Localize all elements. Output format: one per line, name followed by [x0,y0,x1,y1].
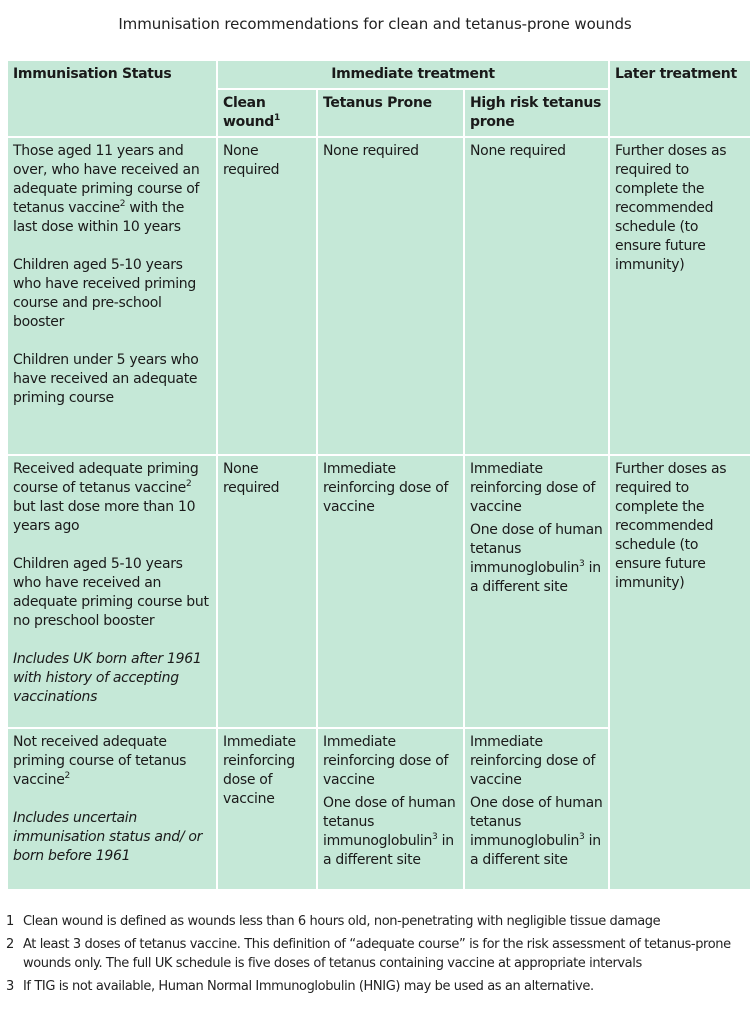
later-treatment-cell: Further doses as required to complete the recommended schedule (to ensure future immunity) [609,455,750,890]
table-row [7,455,750,728]
header-tetanus-prone: Tetanus Prone [317,89,464,137]
high-risk-cell: Immediate reinforcing dose of vaccine One dose of human tetanus immunoglobulin$^3$ in a different site [464,728,609,890]
high-risk-cell: None required [464,137,609,455]
page-title: Immunisation recommendations for clean and tetanus-prone wounds [118,15,632,33]
later-treatment-cell: Further doses as required to complete the recommended schedule (to ensure future immunity) [609,137,750,455]
header-clean-wound: Clean wound$^1$ [217,89,317,137]
tetanus-prone-cell: None required [317,137,464,455]
tetanus-prone-cell: Immediate reinforcing dose of vaccine One dose of human tetanus immunoglobulin$^3$ in a different site [317,728,464,890]
header-high-risk: High risk tetanus prone [464,89,609,137]
header-immunisation-status: Immunisation Status [7,60,217,137]
footnote-ref: 1 [274,113,280,123]
immunisation-table [6,59,750,891]
header-immediate-treatment: Immediate treatment [217,60,609,89]
status-cell: Not received adequate priming course of tetanus vaccine$^2$ Includes uncertain immunisation status and/ or born before 1961 [7,728,217,890]
high-risk-cell: Immediate reinforcing dose of vaccine One dose of human tetanus immunoglobulin$^3$ in a different site [464,455,609,728]
clean-wound-cell: None required [217,455,317,728]
footnote-3: 3 If TIG is not available, Human Normal Immunoglobulin (HNIG) may be used as an alternative. [6,979,594,994]
status-cell: Received adequate priming course of tetanus vaccine$^2$ but last dose more than 10 years ago Children aged 5-10 years who have received an adequate priming course but no preschool booster Includes UK born after 1961 with history of accepting vaccinations [7,455,217,728]
footnote-1: 1 Clean wound is defined as wounds less than 6 hours old, non-penetrating with negligible tissue damage [6,914,661,929]
header-later-treatment: Later treatment [609,60,750,137]
clean-wound-cell: Immediate reinforcing dose of vaccine [217,728,317,890]
clean-wound-cell: None required [217,137,317,455]
footnotes [6,912,750,1000]
table-row [7,137,750,455]
tetanus-prone-cell: Immediate reinforcing dose of vaccine [317,455,464,728]
footnote-2: 2 At least 3 doses of tetanus vaccine. This definition of “adequate course” is for the risk assessment of tetanus-prone wounds only. The full UK schedule is five doses of tetanus containing vaccine at appropriate intervals [6,937,731,971]
status-cell: Those aged 11 years and over, who have received an adequate priming course of tetanus vaccine$^2$ with the last dose within 10 years Children aged 5-10 years who have received priming course and pre-school booster Children under 5 years who have received an adequate priming course [7,137,217,455]
